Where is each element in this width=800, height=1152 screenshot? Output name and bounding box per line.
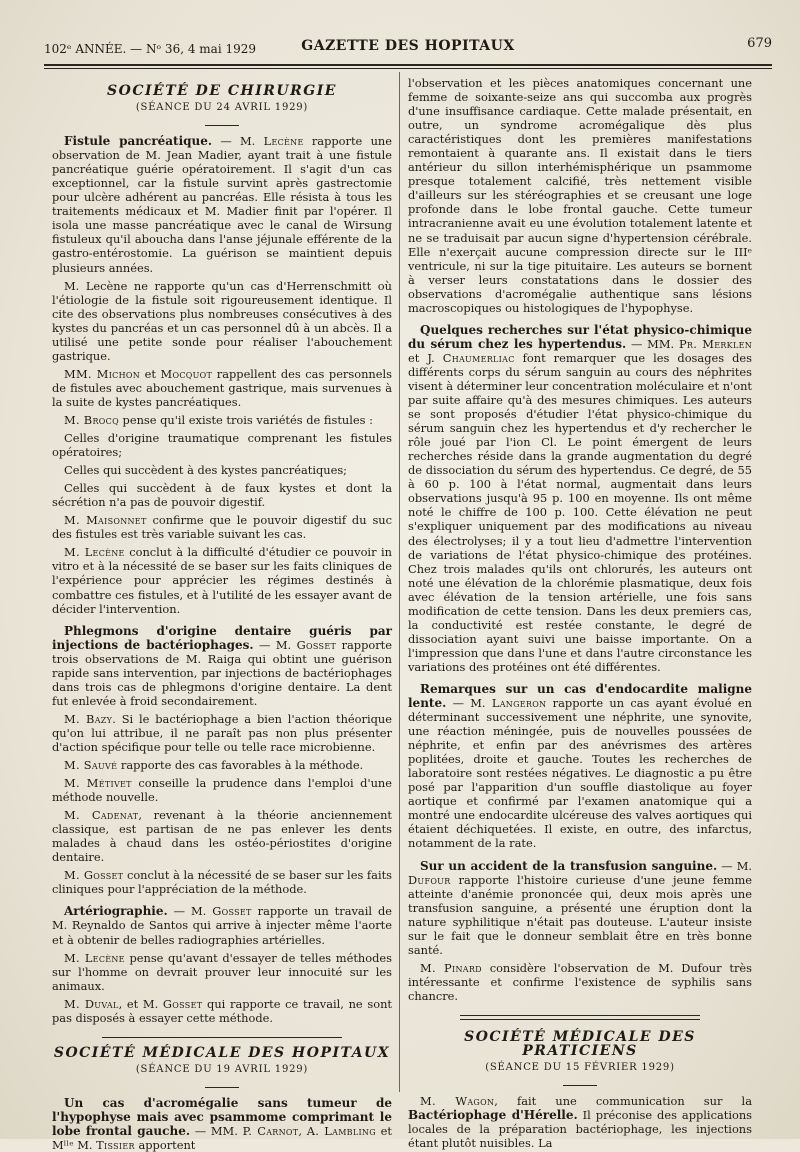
short-rule	[205, 1087, 239, 1088]
author-name: Tissier	[96, 1138, 135, 1152]
paragraph: Celles d'origine traumatique comprenant les fistules opératoires;	[52, 431, 392, 460]
rubric: Sur un accident de la transfusion sanguine.	[420, 858, 718, 873]
paragraph: M. Lecène pense qu'avant d'essayer de telles méthodes sur l'homme on devrait prouver leur innocuité sur les animaux.	[52, 950, 392, 993]
header-rule-thick	[44, 64, 772, 66]
paragraph: MM. Michon et Mocquot rappellent des cas personnels de fistules avec abouchement gastrique, mais survenues à la suite de kystes pancréatiques.	[52, 366, 392, 409]
left-column	[52, 76, 393, 1152]
author-name: M. Wagon	[420, 1094, 495, 1109]
paragraph: M. Brocq pense qu'il existe trois variétés de fistules :	[64, 412, 373, 427]
section-rule	[460, 1019, 700, 1020]
paragraph: Remarques sur un cas d'endocardite maligne lente. — M. Langeron rapporte un cas ayant évolué en déterminant successivement une néphrite, une synovite, une réaction méningée, puis de nouvelles poussées de néphrite, et enfin par des anévrismes des artères poplitées, droite et gauche. Toutes les recherches de laboratoire sont restées négatives. Le diagnostic a pu être posé par l'apparition d'un souffle diastolique au foyer aortique et confirmé par l'examen anatomique qui a montré une endocardite ulcéreuse des valves aortiques qui étaient déchiquetées. Il existe, en outre, des infarctus, notamment de la rate.	[408, 681, 752, 851]
paragraph: Sur un accident de la transfusion sanguine. — M. Dufour rapporte l'histoire curieuse d'une jeune femme atteinte d'anémie prononcée qui, deux mois après une transfusion sanguine, a présenté une éruption dont la nature syphilitique n'était pas douteuse. L'auteur insiste sur le fait que le donneur semblait être en très bonne santé.	[408, 858, 752, 957]
author-name: MM. Michon	[64, 366, 141, 381]
section-title-hopitaux: SOCIÉTÉ MÉDICALE DES HOPITAUX	[53, 1044, 391, 1061]
paragraph: Quelques recherches sur l'état physico-chimique du sérum chez les hypertendus. — MM. Pr. Merklen et J. Chaumerliac font remarquer que les dosages des différents corps du sérum sanguin au cours des néphrites visent à déterminer leur concentration moléculaire et n'ont par suite affaire qu'à des mesures chimiques. Les auteurs se sont proposés d'étudier l'état physico-chimique du sérum sanguin chez les hypertendus et d'y rechercher le rôle joué par l'ion Cl. Le point émergent de leurs recherches réside dans la grande augmentation du degré de dissociation du sérum des hypertendus. Ce degré, de 55 à 60 p. 100 à l'état normal, augmentait dans leurs observations jusqu'à 95 p. 100 en moyenne. Ils ont même noté le chiffre de 100 p. 100. Cette élévation ne peut s'expliquer uniquement par des modifications au niveau des électrolyses; il y a tout lieu d'admettre l'intervention de variations de l'état physico-chimique des protéines. Chez trois malades qu'ils ont chlorurés, les auteurs ont noté une élévation de la chlorémie plasmatique, deux fois avec élévation de la tension artérielle, une fois sans modification de cette tension. Dans les deux premiers cas, la conductivité est restée constante, le degré de dissociation ayant suivi une baisse importante. On a l'impression que dans l'une et dans l'autre circonstance les variations des protéines ont été différentes.	[408, 322, 753, 674]
issue-info: 102ᵉ ANNÉE. — Nᵒ 36, 4 mai 1929	[44, 42, 257, 56]
rubric: Fistule pancréatique.	[64, 134, 213, 149]
author-name: Pr. Merklen	[678, 336, 753, 351]
session-date: (SÉANCE DU 24 AVRIL 1929)	[135, 102, 309, 114]
session-date: (SÉANCE DU 15 FÉVRIER 1929)	[485, 1062, 675, 1074]
paragraph: Fistule pancréatique. — M. Lecène rapporte une observation de M. Jean Madier, ayant trait à une fistule pancréatique guérie opératoirement. Il s'agit d'un cas exceptionnel, car la fistule survint après gastrectomie pour ulcère adhérent au pancréas. Elle résista à tous les traitements médicaux et M. Madier finit par l'opérer. Il isola une masse pancréatique avec le canal de Wirsung fistuleux qu'il aboucha dans l'anse jéjunale efférente de la gastro-entérostomie. La guérison se maintient depuis plusieurs années.	[52, 134, 392, 275]
journal-title: GAZETTE DES HOPITAUX	[301, 38, 515, 54]
page-header	[44, 36, 772, 58]
paragraph: Celles qui succèdent à des kystes pancréatiques;	[64, 463, 348, 478]
paragraph: l'observation et les pièces anatomiques concernant une femme de soixante-seize ans qui succomba aux progrès d'une insuffisance cardiaque. Cette malade présentait, en outre, un syndrome acromégalique dès plus caractéristiques dont les premières manifestations remontaient à quarante ans. Il existait dans le tiers antérieur du sillon interhémisphérique un psammome presque totalement calcifié, très nettement visible d'ailleurs sur les stéréographies et se creusant une loge profonde dans le lobe frontal gauche. Cette tumeur intracranienne avait eu une évolution totalement latente et ne se traduisait par aucun signe d'hypertension cérébrale. Elle n'exerçait aucune compression directe sur le IIIᵉ ventricule, ni sur la tige pituitaire. Les auteurs se bornent à verser leurs constatations dans le dossier des observations d'acromégalie authentique sans lésions macroscopiques ou histologiques de l'hypophyse.	[408, 76, 752, 315]
paragraph: M. Sauvé rapporte des cas favorables à la méthode.	[64, 758, 364, 773]
author-name: Gosset	[212, 904, 252, 919]
author-name: M. Lecène	[64, 950, 125, 965]
page-number: 679	[747, 36, 772, 51]
rubric: Remarques sur un cas d'endocardite maligne lente.	[408, 681, 752, 711]
paragraph: Celles qui succèdent à de faux kystes et dont la sécrétion n'a pas de pouvoir digestif.	[52, 481, 392, 510]
section-rule	[460, 1015, 700, 1016]
session-date: (SÉANCE DU 19 AVRIL 1929)	[135, 1063, 309, 1075]
paragraph: M. Cadenat, revenant à la théorie anciennement classique, est partisan de ne pas enlever les dents malades à chaud dans les ostéo-périostites d'origine dentaire.	[52, 808, 393, 865]
author-name: M. Duval	[64, 996, 119, 1011]
paragraph: M. Pinard considère l'observation de M. Dufour très intéressante et confirme l'existence de syphilis sans chancre.	[408, 960, 752, 1003]
author-name: M. Maisonnet	[64, 513, 147, 528]
rubric: Quelques recherches sur l'état physico-chimique du sérum chez les hypertendus.	[408, 322, 752, 351]
author-name: A. Lambling	[306, 1124, 376, 1138]
paragraph: M. Maisonnet confirme que le pouvoir digestif du suc des fistules est très variable suivant les cas.	[52, 513, 392, 542]
author-name: M. Bazy	[64, 711, 113, 726]
short-rule	[205, 125, 239, 126]
author-name: M. Sauvé	[64, 758, 118, 773]
author-name: M. Métivet	[64, 776, 132, 791]
author-name: M. Lecène	[64, 545, 125, 560]
author-name: M. Gosset	[64, 868, 124, 883]
author-name: Mocquot	[160, 366, 213, 381]
rubric: Bactériophage d'Hérelle.	[408, 1108, 578, 1123]
paragraph: M. Gosset conclut à la nécessité de se baser sur les faits cliniques pour l'appréciation de la méthode.	[52, 868, 393, 897]
rubric: Un cas d'acromégalie sans tumeur de l'hypophyse mais avec psammome comprimant le lobe frontal gauche.	[52, 1095, 392, 1138]
paragraph: M. Métivet conseille la prudence dans l'emploi d'une méthode nouvelle.	[52, 776, 393, 805]
paragraph: M. Duval, et M. Gosset qui rapporte ce travail, ne sont pas disposés à essayer cette méthode.	[52, 996, 392, 1025]
section-rule	[102, 1037, 342, 1038]
paragraph: M. Wagon, fait une communication sur la Bactériophage d'Hérelle. Il préconise des applications locales de la préparation bactériophage, les injections étant plutôt nuisibles. La	[408, 1094, 752, 1151]
author-name: M. Brocq	[64, 412, 119, 427]
right-column	[408, 76, 753, 1151]
author-name: M. Cadenat	[64, 808, 139, 823]
column-separator	[399, 72, 400, 1092]
author-name: Chaumerliac	[442, 350, 515, 365]
rubric: Artériographie.	[64, 904, 168, 919]
paragraph: M. Lecène ne rapporte qu'un cas d'Herrenschmitt où l'étiologie de la fistule soit rigoureusement identique. Il cite des observations plus nombreuses consécutives à des kystes du pancréas et un cas personnel dû à un abcès. Il a utilisé une petite sonde pour réaliser l'abouchement gastrique.	[52, 278, 392, 363]
author-name: M. Pinard	[420, 960, 482, 975]
paragraph: Phlegmons d'origine dentaire guéris par injections de bactériophages. — M. Gosset rapporte trois observations de M. Raiga qui obtint une guérison rapide sans intervention, par injections de bactériophages dans trois cas de phlegmons d'origine dentaire. La dent fut enlevée à froid secondairement.	[52, 623, 393, 708]
section-title-praticiens: SOCIÉTÉ MÉDICALE DES PRATICIENS	[464, 1029, 696, 1060]
author-name: Gosset	[296, 637, 337, 652]
paragraph: M. Lecène conclut à la difficulté d'étudier ce pouvoir in vitro et à la nécessité de se baser sur les faits cliniques de l'expérience pour apprécier les régimes destinés à combattre ces fistules, et à l'utilité de les essayer avant de décider l'intervention.	[52, 545, 392, 616]
author-name: Dufour	[408, 872, 451, 887]
header-rule-thin	[44, 68, 772, 69]
author-name: Langeron	[491, 696, 547, 711]
paragraph: Artériographie. — M. Gosset rapporte un travail de M. Reynaldo de Santos qui arrive à injecter même l'aorte et à obtenir de belles radiographies artérielles.	[52, 904, 392, 947]
author-name: P. Carnot	[242, 1124, 299, 1138]
section-title-chirurgie: SOCIÉTÉ DE CHIRURGIE	[107, 83, 337, 99]
rubric: Phlegmons d'origine dentaire guéris par injections de bactériophages.	[52, 623, 392, 652]
author-name: Lecène	[263, 134, 304, 149]
author-name: Gosset	[162, 996, 203, 1011]
short-rule	[563, 1085, 597, 1086]
paragraph: Un cas d'acromégalie sans tumeur de l'hypophyse mais avec psammome comprimant le lobe frontal gauche. — MM. P. Carnot, A. Lambling et Mˡˡᵉ M. Tissier apportent	[52, 1095, 392, 1152]
paragraph: M. Bazy. Si le bactériophage a bien l'action théorique qu'on lui attribue, il ne paraît pas non plus présenter d'action spécifique pour telle ou telle race microbienne.	[52, 711, 392, 754]
